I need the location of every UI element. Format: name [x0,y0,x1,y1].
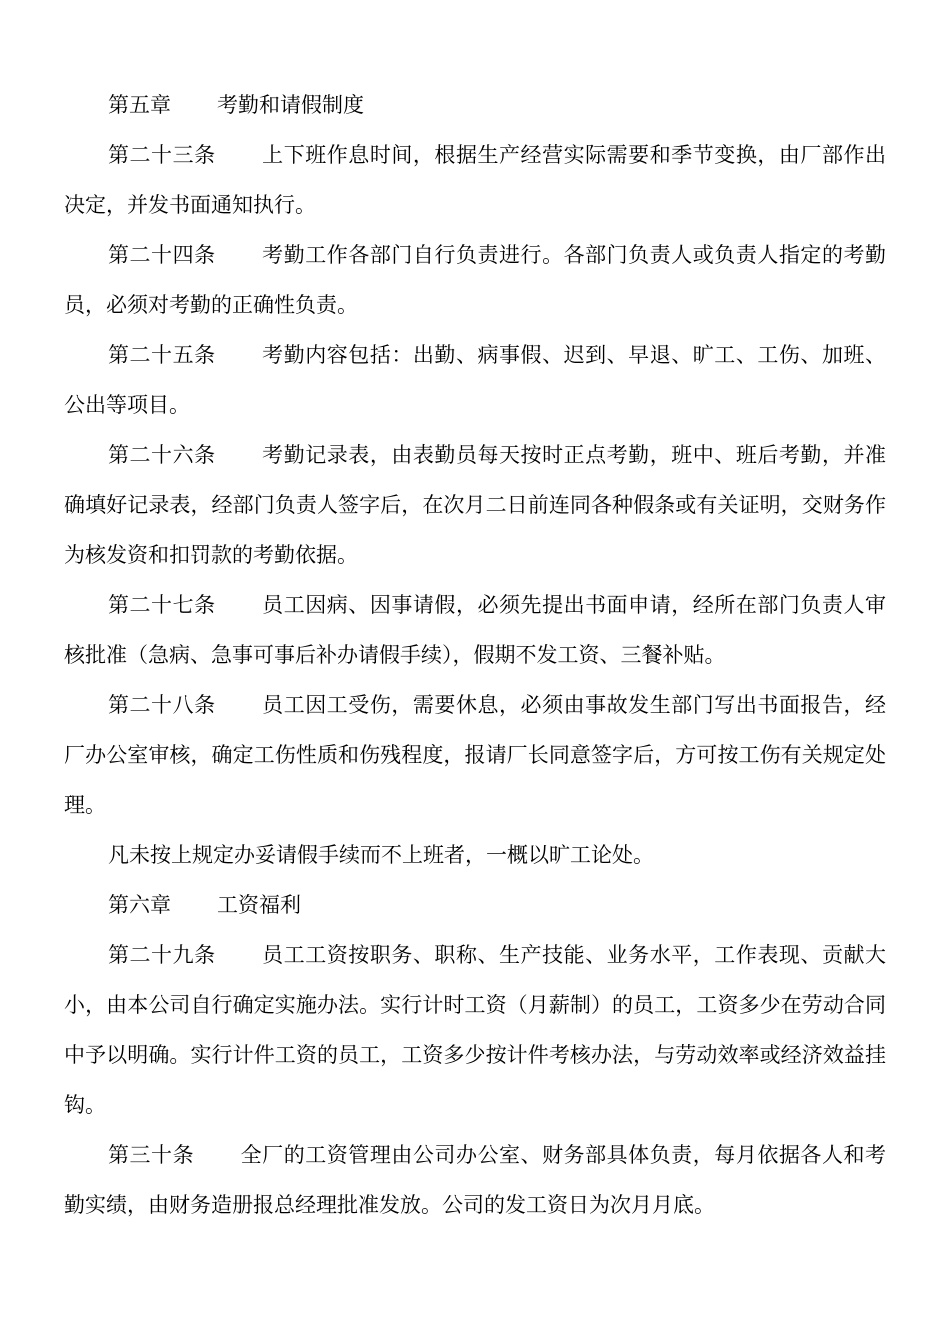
article-text: 上下班作息时间，根据生产经营实际需要和季节变换，由厂部作出决定，并发书面通知执行。 [64,143,887,217]
article-label: 第二十四条 [108,243,216,267]
article-25 [64,330,886,430]
chapter-title: 工资福利 [217,893,301,917]
chapter-5-heading [64,80,886,130]
article-26 [64,430,886,580]
article-text: 考勤内容包括：出勤、病事假、迟到、早退、旷工、工伤、加班、公出等项目。 [64,343,887,417]
article-label: 第三十条 [108,1143,195,1167]
article-23 [64,130,886,230]
absence-rule [64,830,886,880]
article-text: 员工工资按职务、职称、生产技能、业务水平，工作表现、贡献大小，由本公司自行确定实施办法。实行计时工资（月薪制）的员工，工资多少在劳动合同中予以明确。实行计件工资的员工，工资多少按计件考核办法，与劳动效率或经济效益挂钩。 [64,943,887,1117]
article-30 [64,1130,886,1230]
article-text: 考勤工作各部门自行负责进行。各部门负责人或负责人指定的考勤员，必须对考勤的正确性负责。 [64,243,887,317]
article-label: 第二十八条 [108,693,216,717]
document-page [64,80,886,1230]
chapter-title: 考勤和请假制度 [217,93,364,117]
article-text: 考勤记录表，由表勤员每天按时正点考勤，班中、班后考勤，并准确填好记录表，经部门负责人签字后，在次月二日前连同各种假条或有关证明，交财务作为核发资和扣罚款的考勤依据。 [64,443,887,567]
article-24 [64,230,886,330]
article-text: 员工因病、因事请假，必须先提出书面申请，经所在部门负责人审核批准（急病、急事可事后补办请假手续），假期不发工资、三餐补贴。 [64,593,887,667]
article-label: 第二十五条 [108,343,216,367]
article-label: 第二十七条 [108,593,216,617]
paragraph-text: 凡未按上规定办妥请假手续而不上班者，一概以旷工论处。 [108,843,654,867]
article-28 [64,680,886,830]
article-27 [64,580,886,680]
article-text: 全厂的工资管理由公司办公室、财务部具体负责，每月依据各人和考勤实绩，由财务造册报总经理批准发放。公司的发工资日为次月月底。 [64,1143,887,1217]
article-label: 第二十九条 [108,943,216,967]
article-label: 第二十三条 [108,143,216,167]
article-label: 第二十六条 [108,443,216,467]
chapter-label: 第五章 [108,93,171,117]
article-text: 员工因工受伤，需要休息，必须由事故发生部门写出书面报告，经厂办公室审核，确定工伤性质和伤残程度，报请厂长同意签字后，方可按工伤有关规定处理。 [64,693,887,817]
article-29 [64,930,886,1130]
chapter-label: 第六章 [108,893,171,917]
chapter-6-heading [64,880,886,930]
